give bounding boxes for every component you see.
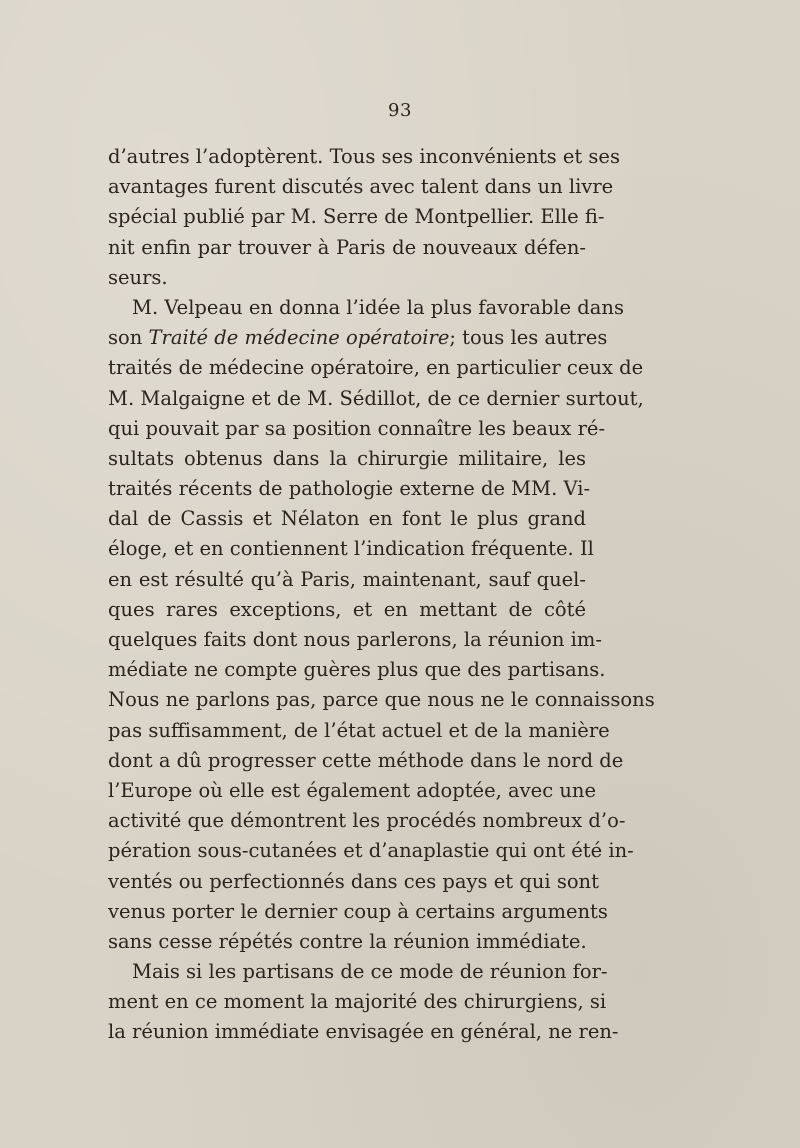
text-line: seurs. — [108, 265, 168, 289]
text-line: d’autres l’adoptèrent. Tous ses inconvénients et ses — [108, 145, 620, 168]
text-line: ques rares exceptions, et en mettant de côté — [108, 597, 586, 621]
text-line: pération sous-cutanées et d’anaplastie qui ont été in- — [108, 839, 634, 863]
text-line: venus porter le dernier coup à certains arguments — [108, 899, 608, 923]
book-title: Traité de médecine opératoire — [148, 326, 450, 350]
text-line: spécial publié par M. Serre de Montpellier. Elle fi- — [108, 205, 605, 229]
text-line: avantages furent discutés avec talent dans un livre — [108, 175, 614, 199]
text-line: la réunion immédiate envisagée en général, ne ren- — [108, 1020, 619, 1044]
text-line: ventés ou perfectionnés dans ces pays et qui sont — [108, 869, 599, 893]
text-line: qui pouvait par sa position connaître les beaux ré- — [108, 416, 606, 440]
page-number: 93 — [388, 100, 412, 121]
text-line: Nous ne parlons pas, parce que nous ne le connaissons — [108, 688, 655, 712]
text-line: nit enfin par trouver à Paris de nouveaux défen- — [108, 235, 586, 259]
text-line: en est résulté qu’à Paris, maintenant, sauf quel- — [108, 567, 586, 591]
text-line: pas suffisamment, de l’état actuel et de la manière — [108, 718, 610, 742]
text-fragment: son — [108, 326, 143, 350]
text-line-mixed — [108, 323, 608, 353]
body-text — [108, 142, 655, 1048]
text-fragment: ; tous les autres — [449, 326, 608, 350]
text-line: traités de médecine opératoire, en particulier ceux de — [108, 356, 644, 380]
text-line: quelques faits dont nous parlerons, la réunion im- — [108, 628, 602, 651]
text-line: ment en ce moment la majorité des chirurgiens, si — [108, 990, 607, 1014]
text-line: sultats obtenus dans la chirurgie militaire, les — [108, 446, 586, 470]
text-line: sans cesse répétés contre la réunion immédiate. — [108, 929, 587, 953]
text-line: M. Malgaigne et de M. Sédillot, de ce dernier surtout, — [108, 386, 644, 410]
text-line: éloge, et en contiennent l’indication fréquente. Il — [108, 537, 594, 561]
text-line: M. Velpeau en donna l’idée la plus favorable dans — [132, 295, 624, 319]
text-line: dont a dû progresser cette méthode dans le nord de — [108, 748, 624, 772]
text-line: l’Europe où elle est également adoptée, avec une — [108, 778, 596, 802]
text-line: médiate ne compte guères plus que des partisans. — [108, 658, 606, 682]
text-line: dal de Cassis et Nélaton en font le plus grand — [108, 507, 586, 531]
text-line: Mais si les partisans de ce mode de réunion for- — [132, 960, 608, 984]
text-line: traités récents de pathologie externe de MM. Vi- — [108, 477, 591, 501]
text-line: activité que démontrent les procédés nombreux d’o- — [108, 809, 626, 833]
